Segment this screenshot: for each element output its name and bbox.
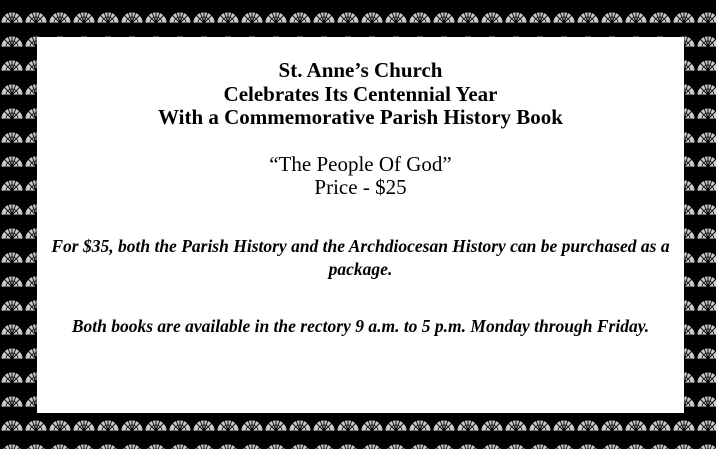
announcement-heading [37,37,684,130]
book-title: “The People Of God” [269,151,452,176]
book-price: Price - $25 [314,175,407,199]
book-line: With a Commemorative Parish History Book [158,105,563,129]
package-offer: For $35, both the Parish History and the Archdiocesan History can be purchased as a package. [51,235,670,279]
announcement-panel [37,37,684,413]
centennial-line: Celebrates Its Centennial Year [223,81,498,106]
church-name: St. Anne’s Church [278,58,443,82]
availability-hours: Both books are available in the rectory 9 a.m. to 5 p.m. Monday through Friday. [71,315,650,336]
book-info [37,153,684,200]
